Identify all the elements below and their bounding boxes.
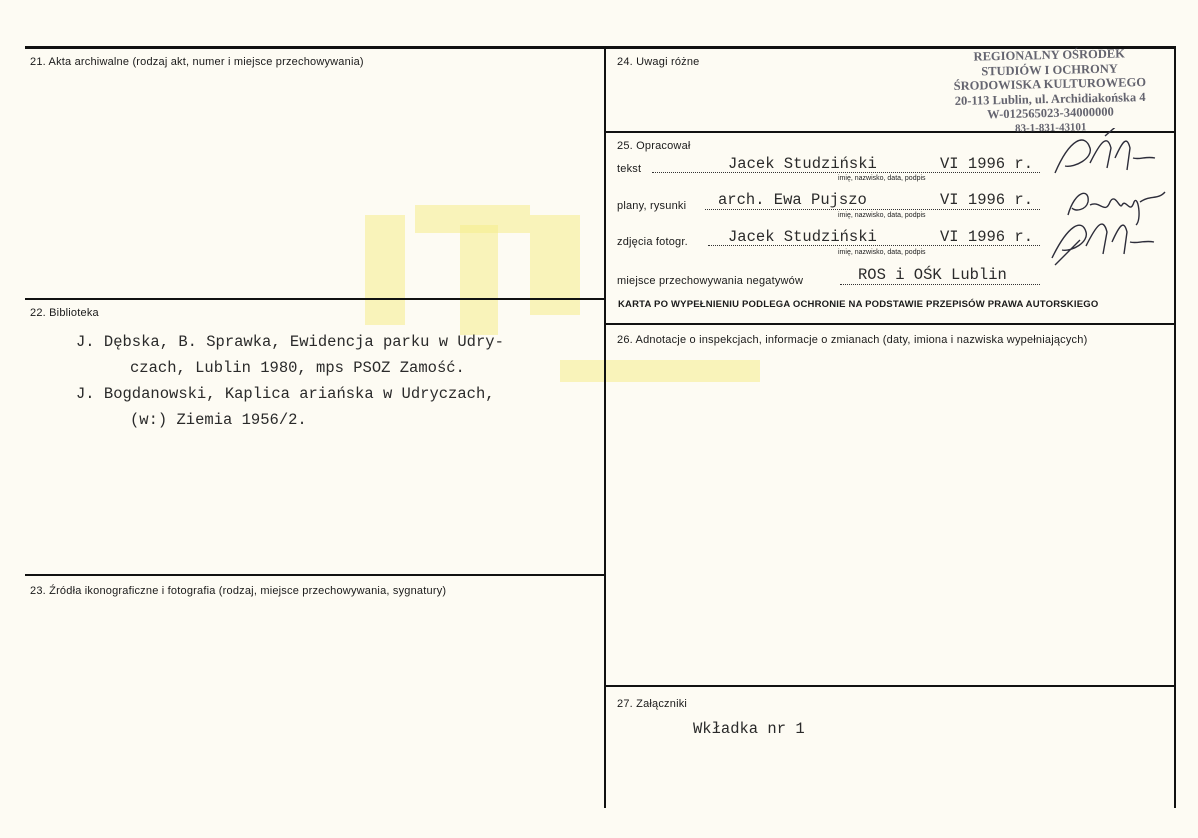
- stamp-line: ŚRODOWISKA KULTUROWEGO: [953, 74, 1147, 94]
- bibliography-line: czach, Lublin 1980, mps PSOZ Zamość.: [130, 359, 465, 377]
- negatives-dotted-line: [840, 284, 1040, 285]
- copyright-notice: KARTA PO WYPEŁNIENIU PODLEGA OCHRONIE NA PODSTAWIE PRZEPISÓW PRAWA AUTORSKIEGO: [618, 299, 1099, 310]
- rule-left-22: [25, 298, 605, 300]
- institution-stamp: [939, 46, 1161, 138]
- plans-author-name: arch. Ewa Pujszo: [718, 191, 867, 209]
- stamp-line: 83-1-831-43101: [1014, 120, 1087, 135]
- signature-text-author: [1045, 128, 1165, 188]
- attachment-entry: Wkładka nr 1: [693, 720, 805, 738]
- bibliography-line: (w:) Ziemia 1956/2.: [130, 411, 307, 429]
- section-24-label: 24. Uwagi różne: [617, 56, 700, 68]
- bleed-through-mark: [460, 225, 498, 335]
- text-author-hint: imię, nazwisko, data, podpis: [838, 175, 926, 182]
- bleed-through-mark: [365, 215, 405, 325]
- text-author-label: tekst: [617, 163, 642, 175]
- right-rule: [1174, 46, 1176, 808]
- section-26-label: 26. Adnotacje o inspekcjach, informacje o zmianach (daty, imiona i nazwiska wypełniających): [617, 334, 1088, 346]
- photos-author-name: Jacek Studziński: [728, 228, 877, 246]
- rule-right-27: [605, 685, 1175, 687]
- section-25-label: 25. Opracował: [617, 140, 691, 152]
- rule-left-23: [25, 574, 605, 576]
- plans-author-label: plany, rysunki: [617, 200, 687, 212]
- rule-right-26: [605, 323, 1175, 325]
- negatives-label: miejsce przechowywania negatywów: [617, 275, 804, 287]
- stamp-line: REGIONALNY OŚRODEK: [973, 46, 1126, 64]
- bleed-through-mark: [560, 360, 760, 382]
- plans-author-dotted-line: [705, 209, 1040, 210]
- bleed-through-mark: [530, 215, 580, 315]
- section-23-label: 23. Źródła ikonograficzne i fotografia (rodzaj, miejsce przechowywania, sygnatury): [30, 585, 447, 597]
- section-27-label: 27. Załączniki: [617, 698, 688, 710]
- text-author-name: Jacek Studziński: [728, 155, 877, 173]
- stamp-line: W-012565023-34000000: [987, 104, 1114, 122]
- plans-author-date: VI 1996 r.: [940, 191, 1034, 209]
- signature-photos-author: [1040, 210, 1160, 270]
- photos-author-hint: imię, nazwisko, data, podpis: [838, 249, 926, 256]
- bibliography-line: J. Dębska, B. Sprawka, Ewidencja parku w Udry-: [76, 333, 504, 351]
- stamp-line: STUDIÓW I OCHRONY: [981, 61, 1118, 78]
- plans-author-hint: imię, nazwisko, data, podpis: [838, 212, 926, 219]
- bibliography-line: J. Bogdanowski, Kaplica ariańska w Udryczach,: [76, 385, 495, 403]
- negatives-location: ROS i OŚK Lublin: [858, 266, 1007, 284]
- photos-author-label: zdjęcia fotogr.: [617, 236, 688, 248]
- stamp-line: 20-113 Lublin, ul. Archidiakońska 4: [954, 89, 1146, 108]
- center-rule: [604, 46, 606, 808]
- section-22-label: 22. Biblioteka: [30, 307, 99, 319]
- photos-author-date: VI 1996 r.: [940, 228, 1034, 246]
- section-21-label: 21. Akta archiwalne (rodzaj akt, numer i miejsce przechowywania): [30, 56, 364, 68]
- text-author-date: VI 1996 r.: [940, 155, 1034, 173]
